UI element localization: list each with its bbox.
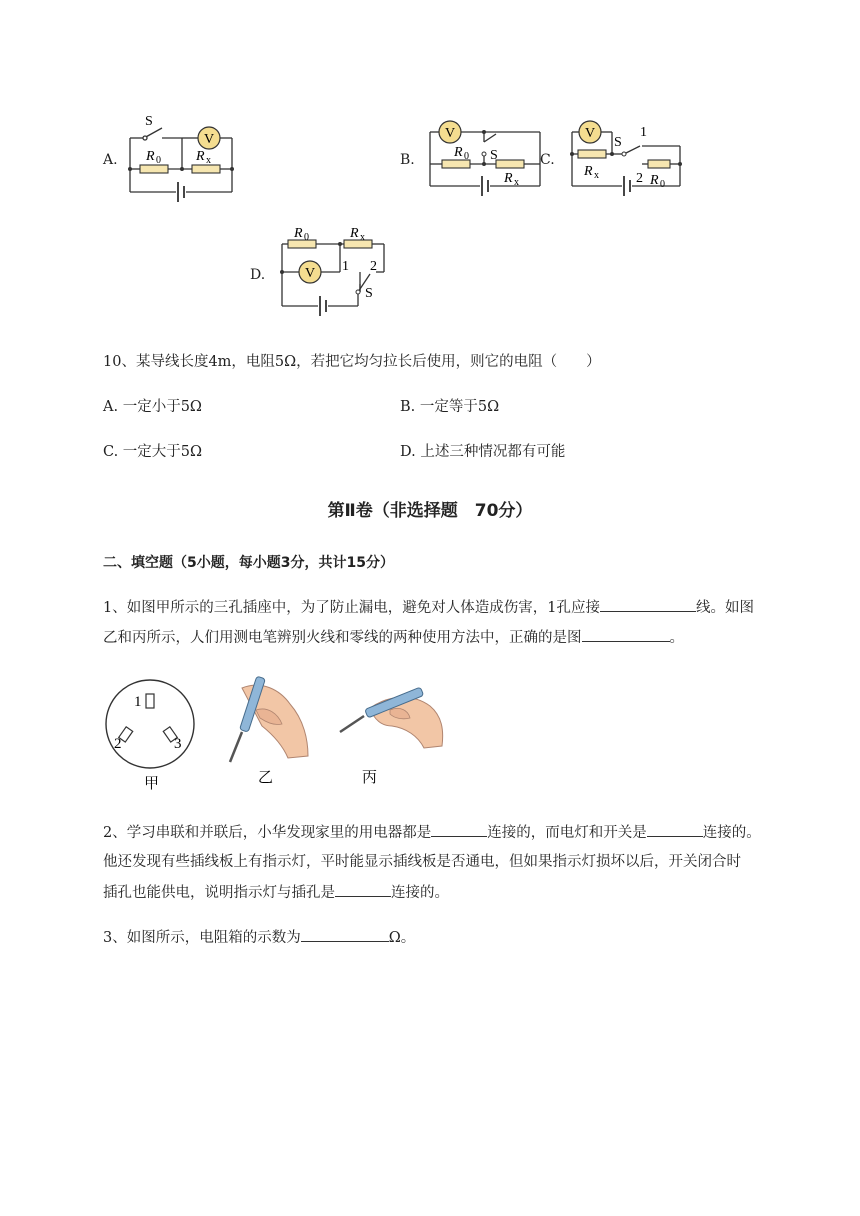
switch-label: S	[145, 114, 153, 129]
fill3-blank[interactable]	[301, 927, 389, 942]
fill1-blank-1[interactable]	[600, 597, 696, 612]
fill2-text: 插孔也能供电，说明指示灯与插孔是	[103, 885, 335, 901]
rx-subscript: x	[360, 232, 365, 243]
r0-subscript: 0	[464, 151, 469, 162]
r0-label: R	[294, 226, 303, 241]
section-fill-blank-heading: 二、填空题（5小题，每小题3分，共计15分）	[103, 555, 394, 571]
position-1-label: 1	[342, 259, 349, 274]
fill2-blank-3[interactable]	[335, 882, 391, 897]
option-a-label: A.	[103, 152, 118, 168]
q10-option-c: C. 一定大于5Ω	[103, 444, 203, 460]
r0-subscript: 0	[660, 179, 665, 190]
option-c-label: C.	[540, 152, 555, 168]
hole-1-label: 1	[134, 694, 142, 710]
circuit-a-diagram	[122, 112, 242, 212]
fill2-line1	[103, 822, 761, 843]
switch-label: S	[365, 286, 373, 301]
socket-figure	[102, 676, 198, 792]
figure-jia-label: 甲	[144, 776, 160, 792]
fill1-text: 乙和丙所示，人们用测电笔辨别火线和零线的两种使用方法中，正确的是图	[103, 630, 582, 646]
test-pen-figure-bing	[334, 670, 450, 788]
q10-option-a: A. 一定小于5Ω	[103, 399, 202, 415]
position-1-label: 1	[640, 125, 647, 140]
q10-option-b: B. 一定等于5Ω	[400, 399, 500, 415]
switch-label: S	[614, 135, 622, 150]
rx-label: R	[350, 226, 359, 241]
fill3-text: 3、如图所示，电阻箱的示数为	[103, 930, 301, 946]
hole-3-label: 3	[174, 736, 182, 752]
circuit-b-diagram	[424, 114, 544, 214]
r0-label: R	[454, 145, 463, 160]
fill1-line2	[103, 627, 684, 648]
voltmeter-symbol: V	[445, 126, 456, 141]
fill1-line1	[103, 597, 754, 618]
rx-subscript: x	[514, 177, 519, 188]
rx-label: R	[196, 149, 205, 164]
fill2-text: 连接的。	[702, 825, 761, 841]
fill2-text: 2、学习串联和并联后，小华发现家里的用电器都是	[103, 825, 432, 841]
hole-2-label: 2	[114, 736, 122, 752]
position-2-label: 2	[636, 171, 643, 186]
option-b-label: B.	[400, 152, 415, 168]
fill1-text: 。	[669, 630, 684, 646]
fill2-line3	[103, 882, 449, 903]
fill3-line	[103, 927, 415, 948]
voltmeter-symbol: V	[204, 132, 215, 147]
option-d-label: D.	[250, 267, 266, 283]
fill1-text: 1、如图甲所示的三孔插座中，为了防止漏电，避免对人体造成伤害，1孔应接	[103, 600, 600, 616]
fill3-text: Ω。	[388, 930, 416, 946]
rx-subscript: x	[594, 170, 599, 181]
q10-stem: 10、某导线长度4m，电阻5Ω，若把它均匀拉长后使用，则它的电阻（ ）	[103, 354, 601, 370]
position-2-label: 2	[370, 259, 377, 274]
rx-label: R	[504, 171, 513, 186]
fill2-blank-1[interactable]	[431, 822, 487, 837]
fill2-text: 连接的，而电灯和开关是	[487, 825, 647, 841]
switch-label: S	[490, 148, 498, 163]
r0-label: R	[650, 173, 659, 188]
fill1-blank-2[interactable]	[582, 627, 670, 642]
fill2-line2: 他还发现有些插线板上有指示灯，平时能显示插线板是否通电，但如果指示灯损坏以后，开关闭合时	[103, 854, 741, 870]
circuit-d-diagram	[274, 220, 394, 324]
test-pen-figure-yi	[212, 670, 322, 788]
voltmeter-symbol: V	[305, 266, 316, 281]
r0-subscript: 0	[156, 155, 161, 166]
r0-subscript: 0	[304, 232, 309, 243]
figure-bing-label: 丙	[362, 770, 378, 786]
fill1-text: 线。如图	[695, 600, 754, 616]
part2-title: 第Ⅱ卷（非选择题 70分）	[327, 501, 533, 521]
r0-label: R	[146, 149, 155, 164]
fill2-blank-2[interactable]	[647, 822, 703, 837]
figure-yi-label: 乙	[258, 770, 274, 786]
q10-option-d: D. 上述三种情况都有可能	[400, 444, 566, 460]
fill2-text: 连接的。	[391, 885, 449, 901]
voltmeter-symbol: V	[585, 126, 596, 141]
rx-subscript: x	[206, 155, 211, 166]
rx-label: R	[584, 164, 593, 179]
circuit-c-diagram	[566, 114, 692, 214]
